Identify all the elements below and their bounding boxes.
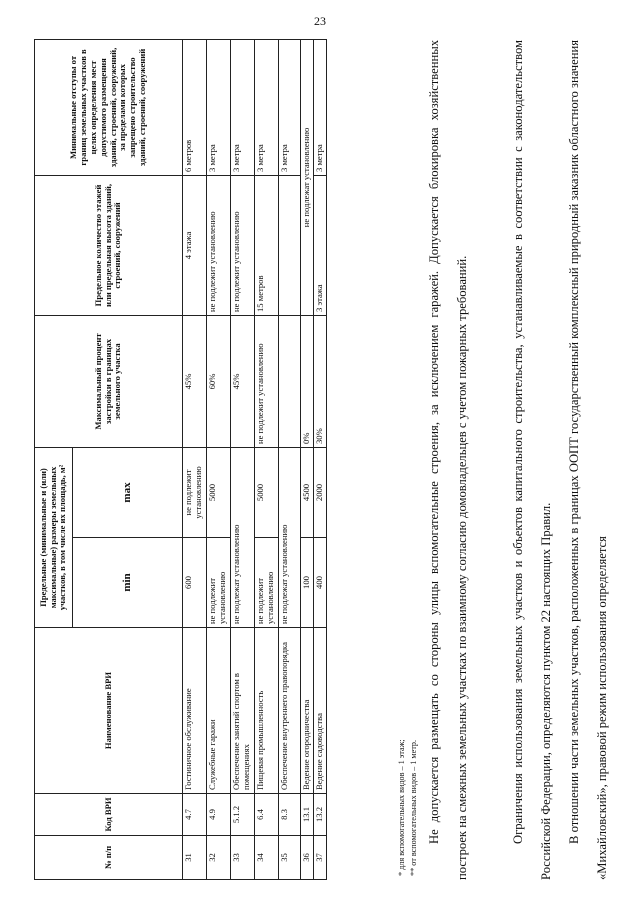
cell-code: 5.1.2 (231, 794, 255, 836)
cell-percent: 45% (231, 315, 255, 447)
cell-percent: 0% (301, 315, 314, 447)
cell-floors-setback-merged: не подлежат установлению (301, 39, 314, 315)
cell-setback: 3 метра (255, 39, 279, 175)
zoning-parameters-table (34, 39, 327, 880)
cell-min: 400 (313, 538, 326, 628)
cell-num: 31 (183, 836, 207, 880)
cell-max: 2000 (313, 447, 326, 537)
cell-min: 100 (301, 538, 314, 628)
header-min: min (73, 538, 183, 628)
cell-max: 5000 (207, 447, 231, 537)
header-max: max (73, 447, 183, 537)
cell-num: 36 (301, 836, 314, 880)
cell-max: не подлежит установлению (183, 447, 207, 537)
cell-floors-empty (279, 175, 301, 315)
cell-floors: 4 этажа (183, 175, 207, 315)
cell-num: 32 (207, 836, 231, 880)
cell-percent: 30% (313, 315, 326, 447)
table-row (255, 39, 279, 879)
cell-minmax: не подлежат установлению (231, 447, 255, 627)
table-row (279, 39, 301, 879)
cell-floors: не подлежит установлению (207, 175, 231, 315)
cell-min: 600 (183, 538, 207, 628)
cell-percent-empty (279, 315, 301, 447)
paragraph-restrictions: Ограничения использования земельных участков и объектов капитального строительства, устанавливаемые в соответствии с законодательством Российской Федерации, определяются пунктом 22 настоящих Правил. (511, 40, 553, 880)
cell-max: 5000 (255, 447, 279, 537)
cell-setback: 3 метра (207, 39, 231, 175)
header-setbacks: Минимальные отступы от границ земельных участков в целях определения мест допустимого размещения зданий, строений, сооружений, за пределами которых запрещено строительство зданий, строений, сооружений (35, 39, 183, 175)
footnote-1: * для вспомогательных видов – 1 этаж; (397, 739, 406, 876)
header-num: № п/п (35, 836, 183, 880)
cell-code: 13.1 (301, 794, 314, 836)
table-row (231, 39, 255, 879)
cell-setback: 3 метра (231, 39, 255, 175)
cell-name: Ведение садоводства (313, 628, 326, 794)
cell-num: 34 (255, 836, 279, 880)
header-floors: Предельное количество этажей или предельная высота зданий, строений, сооружений (35, 175, 183, 315)
cell-num: 37 (313, 836, 326, 880)
header-percent: Максимальный процент застройки в границах земельного участка (35, 315, 183, 447)
cell-num: 33 (231, 836, 255, 880)
cell-code: 8.3 (279, 794, 301, 836)
cell-min: не подлежит установлению (207, 538, 231, 628)
cell-floors: 15 метров (255, 175, 279, 315)
header-code: Код ВРИ (35, 794, 183, 836)
rotated-page-content (34, 20, 614, 880)
cell-num: 35 (279, 836, 301, 880)
cell-name: Обеспечение занятий спортом в помещениях (231, 628, 255, 794)
cell-name: Обеспечение внутреннего правопорядка (279, 628, 301, 794)
cell-setback: 6 метров (183, 39, 207, 175)
table-row (207, 39, 231, 879)
table-row (313, 39, 326, 879)
cell-setback: 3 метра (279, 39, 301, 175)
cell-percent: 60% (207, 315, 231, 447)
cell-name: Ведение огородничества (301, 628, 314, 794)
cell-percent: 45% (183, 315, 207, 447)
cell-code: 13.2 (313, 794, 326, 836)
cell-percent: не подлежит установлению (255, 315, 279, 447)
cell-floors: не подлежит установлению (231, 175, 255, 315)
cell-min: не подлежит установлению (255, 538, 279, 628)
paragraph-garages: Не допускается размещать со стороны улицы вспомогательные строения, за исключением гаражей. Допускается блокировка хозяйственных построек на смежных земельных участках по взаимному согласию домовладельцев с учетом пожарных требований. (427, 40, 469, 880)
cell-setback: 3 метра (313, 39, 326, 175)
cell-code: 4.7 (183, 794, 207, 836)
page-number: 23 (314, 14, 326, 28)
cell-name: Пищевая промышленность (255, 628, 279, 794)
cell-floors: 3 этажа (313, 175, 326, 315)
cell-minmax: не подлежат установлению (279, 447, 301, 627)
header-size-group: Предельные (минимальные и (или) максимальные) размеры земельных участков, в том числе их площадь, м² (35, 447, 73, 627)
header-name: Наименование ВРИ (35, 628, 183, 794)
footnote-2: ** от вспомогательных видов – 1 метр. (409, 739, 419, 876)
paragraph-reserve: В отношении части земельных участков, расположенных в границах ООПТ государственный комплексный природный заказник областного значения «Михайловский», правовой режим использования определяется (567, 40, 609, 880)
table-footnotes (396, 739, 421, 876)
cell-name: Служебные гаражи (207, 628, 231, 794)
table-row (301, 39, 314, 879)
cell-name: Гостиничное обслуживание (183, 628, 207, 794)
cell-code: 6.4 (255, 794, 279, 836)
table-row (183, 39, 207, 879)
cell-code: 4.9 (207, 794, 231, 836)
cell-max: 4500 (301, 447, 314, 537)
